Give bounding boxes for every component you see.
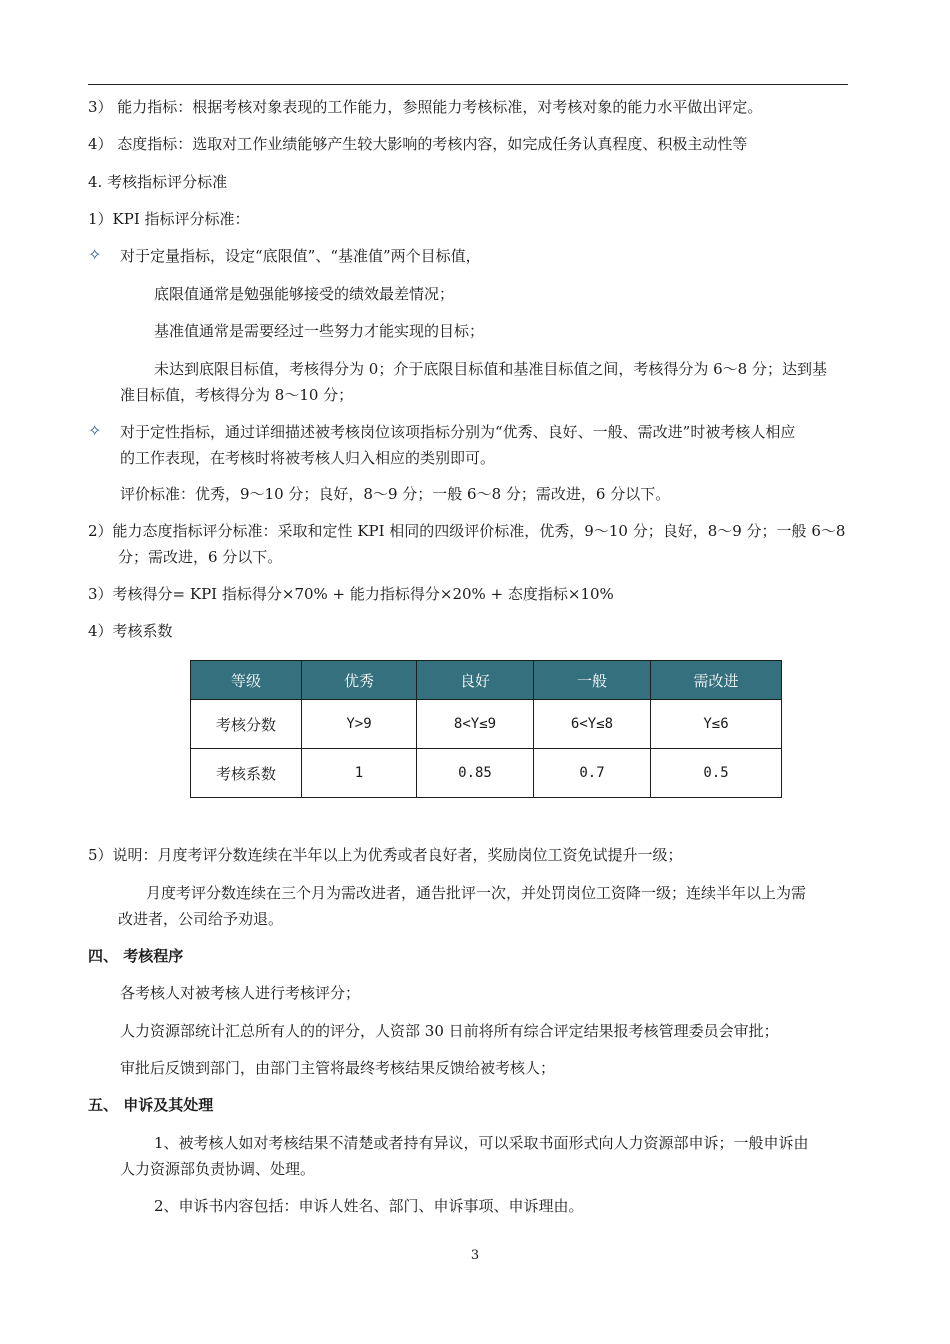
appeal-item-1-line-1: 1、被考核人如对考核结果不清楚或者持有异议，可以采取书面形式向人力资源部申诉；一般申诉由 [154,1134,809,1152]
table-cell: 0.5 [651,749,782,798]
table-cell: Y≤6 [651,700,782,749]
floor-value-text: 底限值通常是勉强能够接受的绩效最差情况； [154,285,455,303]
improvement-rule-text-2: 改进者，公司给予劝退。 [118,910,284,928]
table-cell: 0.85 [417,749,534,798]
appeal-item-1-line-2: 人力资源部负责协调、处理。 [120,1160,316,1178]
page-number: 3 [470,1248,480,1263]
qualitative-indicator-text-1: 对于定性指标，通过详细描述被考核岗位该项指标分别为“优秀、良好、一般、需改进”时被考核人相应 [120,423,796,441]
ability-indicator-text: 3） 能力指标：根据考核对象表现的工作能力，参照能力考核标准，对考核对象的能力水平做出评定。 [88,98,763,116]
procedure-step-2: 人力资源部统计汇总所有人的的评分，人资部 30 日前将所有综合评定结果报考核管理委员会审批； [120,1022,779,1040]
improvement-rule-text-1: 月度考评分数连续在三个月为需改进者，通告批评一次，并处罚岗位工资降一级；连续半年以上为需 [146,884,807,902]
table-row-label: 考核分数 [191,700,302,749]
table-row-label: 考核系数 [191,749,302,798]
coefficient-table [190,660,782,798]
table-header-row [191,661,782,700]
section-heading-procedure: 四、 考核程序 [88,947,184,965]
ability-attitude-standard-2: 分；需改进，6 分以下。 [118,548,283,566]
coefficient-heading: 4）考核系数 [88,622,173,640]
table-row [191,700,782,749]
procedure-step-1: 各考核人对被考核人进行考核评分； [120,984,361,1002]
attitude-indicator-text: 4） 态度指标：选取对工作业绩能够产生较大影响的考核内容，如完成任务认真程度、积极主动性等 [88,135,748,153]
table-header-cell: 需改进 [651,661,782,700]
header-rule [88,84,848,85]
ability-attitude-standard-1: 2）能力态度指标评分标准：采取和定性 KPI 相同的四级评价标准，优秀，9～10 分；良好，8～9 分；一般 6～8 [88,522,846,540]
explanation-text: 5）说明：月度考评分数连续在半年以上为优秀或者良好者，奖励岗位工资免试提升一级； [88,846,683,864]
section-heading-scoring: 4. 考核指标评分标准 [88,173,228,191]
table-cell: 6<Y≤8 [534,700,651,749]
table-cell: Y>9 [302,700,417,749]
procedure-step-3: 审批后反馈到部门，由部门主管将最终考核结果反馈给被考核人； [120,1059,556,1077]
appeal-item-2: 2、申诉书内容包括：申诉人姓名、部门、申诉事项、申诉理由。 [154,1197,584,1215]
table-header-cell: 良好 [417,661,534,700]
diamond-outline-icon: ✧ [88,421,102,440]
table-row [191,749,782,798]
evaluation-standard-text: 评价标准：优秀，9～10 分；良好，8～9 分；一般 6～8 分；需改进，6 分以下。 [120,485,671,503]
kpi-standard-heading: 1）KPI 指标评分标准： [88,210,250,228]
score-rule-text-1: 未达到底限目标值，考核得分为 0；介于底限目标值和基准目标值之间，考核得分为 6～8 分；达到基 [154,360,827,378]
table-header-cell: 优秀 [302,661,417,700]
table-cell: 1 [302,749,417,798]
table-cell: 0.7 [534,749,651,798]
diamond-outline-icon: ✧ [88,245,102,264]
table-cell: 8<Y≤9 [417,700,534,749]
base-value-text: 基准值通常是需要经过一些努力才能实现的目标； [154,322,485,340]
quantitative-indicator-text: 对于定量指标，设定“底限值”、“基准值”两个目标值， [120,247,481,265]
section-heading-appeal: 五、 申诉及其处理 [88,1096,214,1114]
qualitative-indicator-text-2: 的工作表现，在考核时将被考核人归入相应的类别即可。 [120,449,496,467]
score-rule-text-2: 准目标值，考核得分为 8～10 分； [120,386,354,404]
table-header-cell: 一般 [534,661,651,700]
score-formula-text: 3）考核得分= KPI 指标得分×70% + 能力指标得分×20% + 态度指标×10% [88,585,614,603]
table-header-cell: 等级 [191,661,302,700]
